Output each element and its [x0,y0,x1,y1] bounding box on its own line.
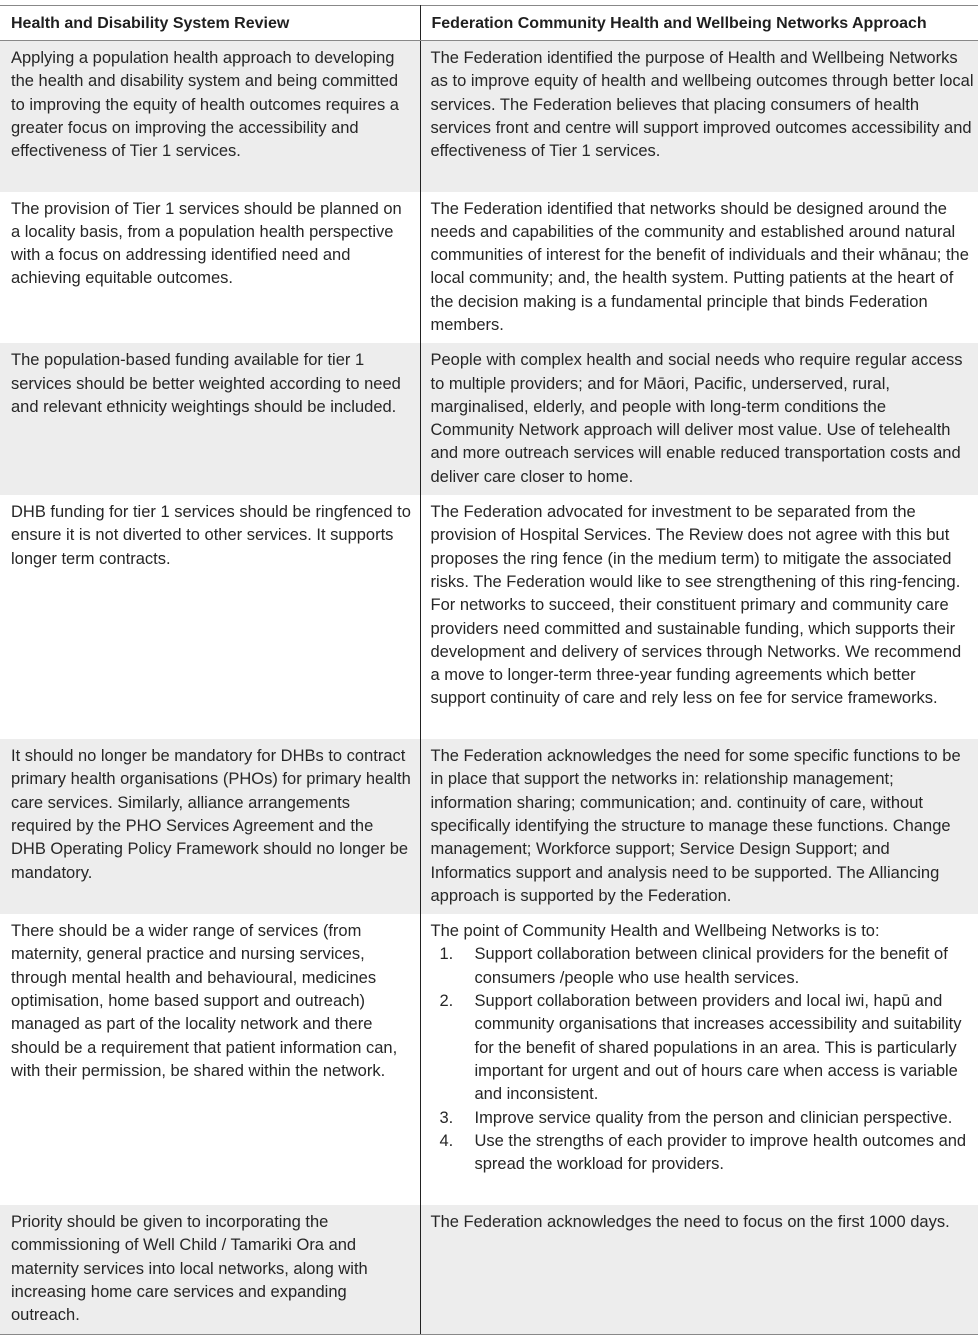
list-item [431,990,975,1106]
header-health-disability-review: Health and Disability System Review [0,6,420,41]
table-row [0,1205,978,1334]
list-item [431,943,975,990]
federation-cell: The Federation identified that networks should be designed around the needs and capabilities of the community and established around natural communities of interest for the benefit of individuals and their whānau; the local community; and, the health system. Putting patients at the heart of the decision making is a fundamental principle that binds Federation members. [420,192,978,344]
cropped-previous-text [0,0,978,4]
table-row [0,914,978,1205]
comparison-table [0,5,978,1335]
review-cell: There should be a wider range of services (from maternity, general practice and nursing services, through mental health and behavioural, medicines optimisation, home based support and outreach) managed as part of the locality network and there should be a requirement that patient information can, with their permission, be shared within the network. [0,914,420,1205]
header-federation-approach: Federation Community Health and Wellbeing Networks Approach [420,6,978,41]
table-row [0,41,978,192]
table-row [0,495,978,739]
federation-cell: The Federation acknowledges the need for some specific functions to be in place that support the networks in: relationship management; information sharing; communication; and. continuity of care, without specifically identifying the structure to manage these functions. Change management; Workforce support; Service Design Support; and Informatics support and analysis need to be supported. The Alliancing approach is supported by the Federation. [420,739,978,914]
list-item [431,1130,975,1177]
federation-cell: The Federation advocated for investment to be separated from the provision of Hospital Services. The Review does not agree with this but proposes the ring fence (in the medium term) to mitigate the associated risks. The Federation would like to see strengthening of this ring-fencing. For networks to succeed, their constituent primary and community care providers need committed and sustainable funding, which supports their development and delivery of services through Networks. We recommend a move to longer-term three-year funding agreements which better support continuity of care and rely less on fee for service frameworks. [420,495,978,739]
federation-cell [420,914,978,1205]
table-header-row [0,6,978,41]
review-cell: Priority should be given to incorporating the commissioning of Well Child / Tamariki Ora and maternity services into local networks, along with increasing home care services and expanding outreach. [0,1205,420,1334]
review-cell: It should no longer be mandatory for DHBs to contract primary health organisations (PHOs) for primary health care services. Similarly, alliance arrangements required by the PHO Services Agreement and the DHB Operating Policy Framework should no longer be mandatory. [0,739,420,914]
list-text: Improve service quality from the person and clinician perspective. [474,1108,953,1127]
federation-cell: People with complex health and social needs who require regular access to multiple providers; and for Māori, Pacific, underserved, rural, marginalised, elderly, and people with long-term conditions the Community Network approach will deliver most value. Use of telehealth and more outreach services will enable reduced transportation costs and deliver care closer to home. [420,343,978,495]
table-row [0,739,978,914]
table-row [0,343,978,495]
list-number: 4. [439,1131,454,1150]
list-number: 1. [439,945,454,964]
table-row [0,192,978,344]
review-cell: The population-based funding available for tier 1 services should be better weighted according to need and relevant ethnicity weightings should be included. [0,343,420,495]
federation-cell: The Federation identified the purpose of Health and Wellbeing Networks as to improve equity of health and wellbeing outcomes through better local services. The Federation believes that placing consumers of health services front and centre will support improved outcomes accessibility and effectiveness of Tier 1 services. [420,41,978,192]
federation-cell: The Federation acknowledges the need to focus on the first 1000 days. [420,1205,978,1334]
review-cell: Applying a population health approach to developing the health and disability system and being committed to improving the equity of health outcomes requires a greater focus on improving the accessibility and effectiveness of Tier 1 services. [0,41,420,192]
review-cell: DHB funding for tier 1 services should be ringfenced to ensure it is not diverted to other services. It supports longer term contracts. [0,495,420,739]
networks-intro: The point of Community Health and Wellbeing Networks is to: [430,922,880,941]
list-text: Support collaboration between clinical providers for the benefit of consumers /people who use health services. [474,945,948,987]
list-item [431,1107,975,1130]
list-number: 2. [439,992,454,1011]
list-text: Use the strengths of each provider to improve health outcomes and spread the workload for providers. [474,1131,967,1174]
list-text: Support collaboration between providers and local iwi, hapū and community organisations that increases accessibility and suitability for the benefit of shared populations in an area. This is particularly important for urgent and out of hours care when access is variable and inconsistent. [474,992,962,1104]
networks-points-list [431,943,975,1176]
list-number: 3. [439,1108,454,1127]
review-cell: The provision of Tier 1 services should be planned on a locality basis, from a population health perspective with a focus on addressing identified need and achieving equitable outcomes. [0,192,420,344]
